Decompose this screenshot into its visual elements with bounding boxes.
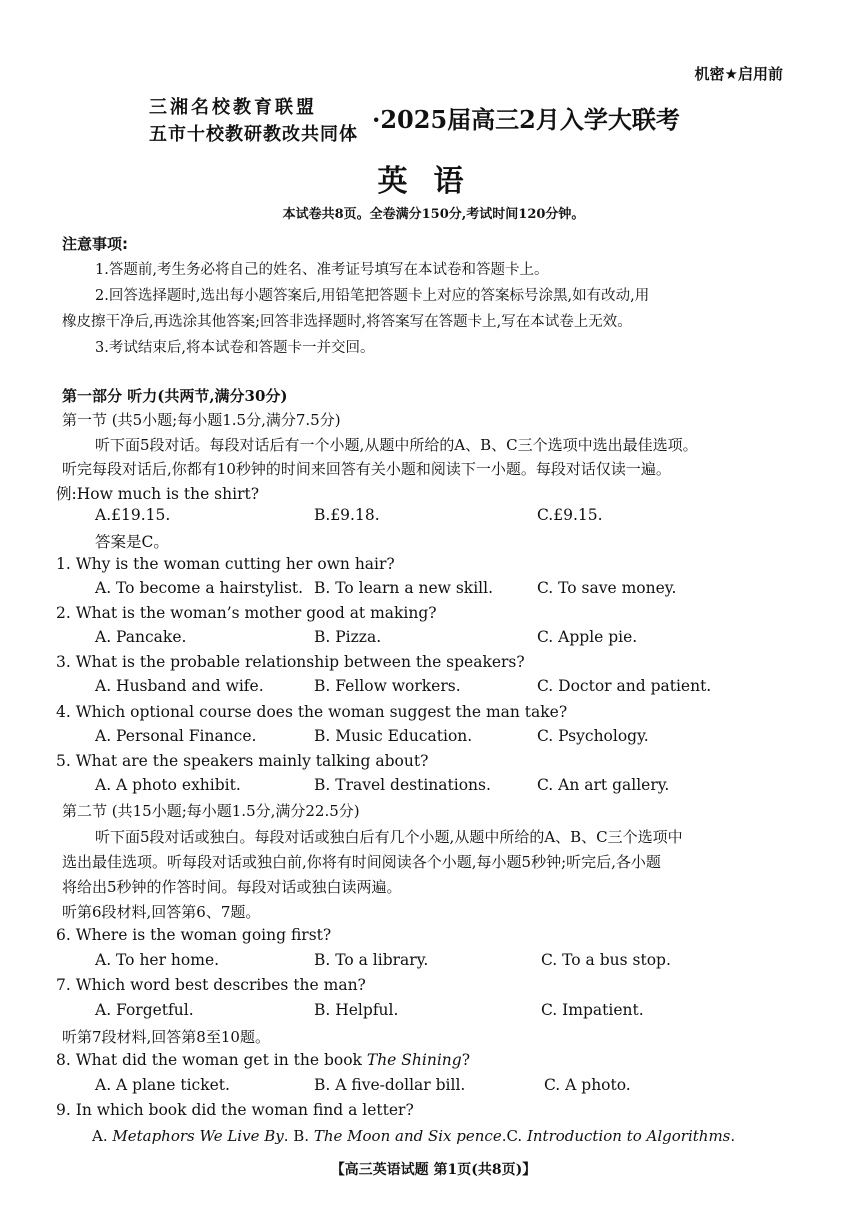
question-4-option-a: A. Personal Finance. xyxy=(95,727,257,745)
question-4-option-b: B. Music Education. xyxy=(314,727,473,745)
question-6-option-a: A. To her home. xyxy=(95,951,220,969)
notice-item-3: 3.考试结束后,将本试卷和答题卡一并交回。 xyxy=(95,340,375,356)
question-6-option-b: B. To a library. xyxy=(314,951,429,969)
section2-instructions-line2: 选出最佳选项。听每段对话或独白前,你将有时间阅读各个小题,每小题5秒钟;听完后,各小题 xyxy=(62,853,661,871)
question-8-text: 8. What did the woman get in the book xyxy=(56,1051,367,1069)
question-5: 5. What are the speakers mainly talking about? xyxy=(56,752,429,770)
page-footer: 【高三英语试题 第1页(共8页)】 xyxy=(330,1162,537,1178)
question-4: 4. Which optional course does the woman suggest the man take? xyxy=(56,703,568,721)
example-answer: 答案是C。 xyxy=(95,533,169,551)
section2-title: 第二节 (共15小题;每小题1.5分,满分22.5分) xyxy=(62,802,360,820)
material-7-label: 听第7段材料,回答第8至10题。 xyxy=(62,1028,270,1046)
notice-item-2-line2: 橡皮擦干净后,再选涂其他答案;回答非选择题时,将答案写在答题卡上,写在本试卷上无效。 xyxy=(62,314,632,330)
question-1-option-a: A. To become a hairstylist. xyxy=(95,579,304,597)
subject-title: 英语 xyxy=(377,164,490,199)
question-5-option-b: B. Travel destinations. xyxy=(314,776,491,794)
question-8-option-b: B. A five-dollar bill. xyxy=(314,1076,466,1094)
section1-instructions-line1: 听下面5段对话。每段对话后有一个小题,从题中所给的A、B、C三个选项中选出最佳选项。 xyxy=(95,436,698,454)
confidential-label: 机密★启用前 xyxy=(694,65,783,83)
material-6-label: 听第6段材料,回答第6、7题。 xyxy=(62,903,261,921)
question-2-option-c: C. Apple pie. xyxy=(537,628,638,646)
question-2-option-a: A. Pancake. xyxy=(95,628,187,646)
question-7: 7. Which word best describes the man? xyxy=(56,976,366,994)
section1-title: 第一节 (共5小题;每小题1.5分,满分7.5分) xyxy=(62,411,341,429)
section1-instructions-line2: 听完每段对话后,你都有10秒钟的时间来回答有关小题和阅读下一小题。每段对话仅读一遍。 xyxy=(62,460,671,478)
alliance-name-line2: 五市十校教研教改共同体 xyxy=(149,124,358,145)
question-5-option-a: A. A photo exhibit. xyxy=(95,776,241,794)
question-9: 9. In which book did the woman find a letter? xyxy=(56,1101,414,1119)
question-1-option-b: B. To learn a new skill. xyxy=(314,579,493,597)
question-8-book-title: The Shining xyxy=(366,1051,462,1069)
example-option-b: B.£9.18. xyxy=(314,506,380,524)
question-1: 1. Why is the woman cutting her own hair? xyxy=(56,555,395,573)
alliance-name-line1: 三湘名校教育联盟 xyxy=(149,97,317,118)
question-7-option-c: C. Impatient. xyxy=(541,1001,644,1019)
question-9-option-a-label: A. xyxy=(92,1127,113,1145)
question-7-option-b: B. Helpful. xyxy=(314,1001,399,1019)
question-9-option-b-label: . B. xyxy=(283,1127,314,1145)
example-question: 例:How much is the shirt? xyxy=(56,485,260,503)
question-9-end: . xyxy=(730,1127,736,1145)
question-8 xyxy=(56,1051,470,1069)
question-5-option-c: C. An art gallery. xyxy=(537,776,670,794)
question-9-option-c: Introduction to Algorithms xyxy=(526,1127,731,1145)
section2-instructions-line1: 听下面5段对话或独白。每段对话或独白后有几个小题,从题中所给的A、B、C三个选项中 xyxy=(95,828,683,846)
question-8-suffix: ? xyxy=(461,1051,470,1069)
exam-title: ·2025届高三2月入学大联考 xyxy=(372,105,680,134)
notice-title: 注意事项: xyxy=(62,235,128,253)
question-3: 3. What is the probable relationship between the speakers? xyxy=(56,653,525,671)
question-8-option-c: C. A photo. xyxy=(544,1076,631,1094)
question-9-option-b: The Moon and Six pence xyxy=(313,1127,502,1145)
question-2-option-b: B. Pizza. xyxy=(314,628,382,646)
exam-meta: 本试卷共8页。全卷满分150分,考试时间120分钟。 xyxy=(282,207,585,222)
question-1-option-c: C. To save money. xyxy=(537,579,677,597)
question-2: 2. What is the woman’s mother good at making? xyxy=(56,604,437,622)
question-9-option-c-label: .C. xyxy=(501,1127,527,1145)
question-9-option-a: Metaphors We Live By xyxy=(112,1127,284,1145)
example-option-a: A.£19.15. xyxy=(95,506,171,524)
question-3-option-b: B. Fellow workers. xyxy=(314,677,461,695)
question-6-option-c: C. To a bus stop. xyxy=(541,951,671,969)
question-7-option-a: A. Forgetful. xyxy=(95,1001,194,1019)
notice-item-1: 1.答题前,考生务必将自己的姓名、准考证号填写在本试卷和答题卡上。 xyxy=(95,262,549,278)
question-3-option-c: C. Doctor and patient. xyxy=(537,677,712,695)
part1-title: 第一部分 听力(共两节,满分30分) xyxy=(62,387,288,405)
question-3-option-a: A. Husband and wife. xyxy=(95,677,264,695)
example-option-c: C.£9.15. xyxy=(537,506,603,524)
section2-instructions-line3: 将给出5秒钟的作答时间。每段对话或独白读两遍。 xyxy=(62,878,402,896)
question-8-option-a: A. A plane ticket. xyxy=(95,1076,230,1094)
question-4-option-c: C. Psychology. xyxy=(537,727,649,745)
question-9-options xyxy=(92,1127,735,1145)
notice-item-2-line1: 2.回答选择题时,选出每小题答案后,用铅笔把答题卡上对应的答案标号涂黑,如有改动,用 xyxy=(95,288,650,304)
question-6: 6. Where is the woman going first? xyxy=(56,926,332,944)
